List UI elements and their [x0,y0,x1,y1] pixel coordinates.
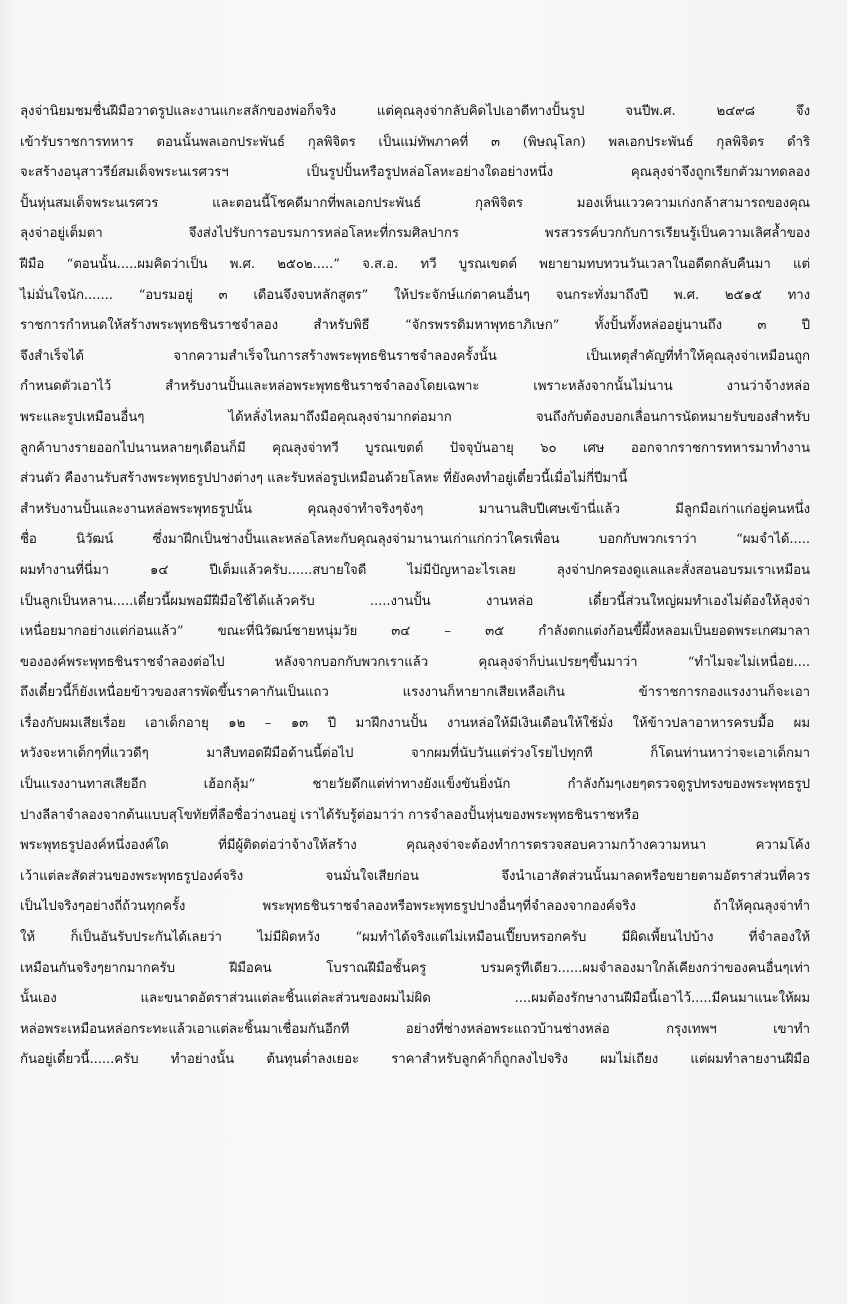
text-line: ส่วนตัว คืองานรับสร้างพระพุทธรูปปางต่างๆ และรับหล่อรูปเหมือนด้วยโลหะ ที่ยังคงทำอยู่เดี๋ยวนี้เมื่อไม่กี่ปีมานี้ [20,471,628,487]
text-line: จึงสำเร็จได้ จากความสำเร็จในการสร้างพระพุทธชินราชจำลองครั้งนั้น เป็นเหตุสำคัญที่ทำให้คุณลุงจ่าเหมือนถูก [20,348,810,364]
text-line: ราชการกำหนดให้สร้างพระพุทธชินราชจำลอง สำหรับพิธี “จักรพรรดิมหาพุทธาภิเษก” ทั้งปั้นทั้งหล่ออยู่นานถึง ๓ ปี [20,318,810,334]
body-text [20,97,810,1076]
text-line: ถึงเดี๋ยวนี้ก็ยังเหนื่อยข้าวของสารพัดขึ้นราคากันเป็นแถว แรงงานก็หายากเสียเหลือเกิน ข้าราชการกองแรงงานก็จะเอา [20,685,810,701]
text-line: ลุงจ่าอยู่เต็มตา จึงส่งไปรับการอบรมการหล่อโลหะที่กรมศิลปากร พรสวรรค์บวกกับการเรียนรู้เป็นความเลิศล้ำของ [20,226,810,242]
text-line: เว้าแต่ละสัดส่วนของพระพุทธรูปองค์จริง จนมั่นใจเสียก่อน จึงนำเอาสัดส่วนนั้นมาลดหรือขยายตามอัตราส่วนที่ควร [20,868,810,884]
text-line: นั้นเอง และขนาดอัตราส่วนแต่ละชิ้นแต่ละส่วนของผมไม่ผิด ....ผมต้องรักษางานฝีมือนี้เอาไว้.....มีคนมาแนะให้ผม [20,991,810,1007]
text-line: พระพุทธรูปองค์หนึ่งองค์ใด ที่มีผู้ติดต่อว่าจ้างให้สร้าง คุณลุงจ่าจะต้องทำการตรวจสอบความกว้างความหนา ความโค้ง [20,838,810,854]
text-line: ชื่อ นิวัฒน์ ซึ่งมาฝึกเป็นช่างปั้นและหล่อโลหะกับคุณลุงจ่ามานานเก่าแก่กว่าใครเพื่อน บอกกับพวกเราว่า “ผมจำได้..... [20,532,810,548]
text-line: ลูกค้าบางรายออกไปนานหลายๆเดือนก็มี คุณลุงจ่าทวี บูรณเขตต์ ปัจจุบันอายุ ๖๐ เศษ ออกจากราชการทหารมาทำงาน [20,440,810,456]
text-line: ผมทำงานที่นี่มา ๑๔ ปีเต็มแล้วครับ......สบายใจดี ไม่มีปัญหาอะไรเลย ลุงจ่าปกครองดูแลและสั่งสอนอบรมเราเหมือน [20,562,810,578]
text-line: เรื่องกับผมเสียเรื่อย เอาเด็กอายุ ๑๒ – ๑๓ ปี มาฝึกงานปั้น งานหล่อให้มีเงินเดือนให้ใช้มั่ง ให้ข้าวปลาอาหารครบมื้อ ผม [20,715,810,731]
text-line: ลุงจ่านิยมชมชื่นฝีมือวาดรูปและงานแกะสลักของพ่อก็จริง แต่คุณลุงจ่ากลับคิดไปเอาดีทางปั้นรูป จนปีพ.ศ. ๒๔๙๘ จึง [20,104,810,119]
text-line: พระและรูปเหมือนอื่นๆ ได้หลั่งไหลมาถึงมือคุณลุงจ่ามากต่อมาก จนถึงกับต้องบอกเลื่อนการนัดหมายรับของสำหรับ [20,409,810,425]
text-line: ให้ ก็เป็นอันรับประกันได้เลยว่า ไม่มีผิดหวัง “ผมทำได้จริงแต่ไม่เหมือนเปี๊ยบหรอกครับ มีผิดเพี้ยนไปบ้าง ที่จำลองให้ [20,930,810,946]
text-line: ฝีมือ “ตอนนั้น.....ผมคิดว่าเป็น พ.ศ. ๒๕๐๒.....” จ.ส.อ. ทวี บูรณเขตต์ พยายามทบทวนวันเวลาในอดีตกลับคืนมา แต่ [20,256,810,272]
text-line: เป็นไปจริงๆอย่างถี่ถ้วนทุกครั้ง พระพุทธชินราชจำลองหรือพระพุทธรูปปางอื่นๆที่จำลองจากองค์จริง ถ้าให้คุณลุงจ่าทำ [20,899,810,915]
text-line: เหนื่อยมากอย่างแต่ก่อนแล้ว” ขณะที่นิวัฒน์ชายหนุ่มวัย ๓๔ – ๓๕ กำลังตกแต่งก้อนขี้ผึ้งหลอมเป็นยอดพระเกศมาลา [20,624,810,640]
text-line: จะสร้างอนุสาวรีย์สมเด็จพระนเรศวรฯ เป็นรูปปั้นหรือรูปหล่อโลหะอย่างใดอย่างหนึ่ง คุณลุงจ่าจึงถูกเรียกตัวมาทดลอง [20,165,810,181]
text-line: ไม่มั่นใจนัก....... “อบรมอยู่ ๓ เดือนจึงจบหลักสูตร” ให้ประจักษ์แก่ตาคนอื่นๆ จนกระทั่งมาถึงปี พ.ศ. ๒๕๑๕ ทาง [20,287,810,303]
text-line: สำหรับงานปั้นและงานหล่อพระพุทธรูปนั้น คุณลุงจ่าทำจริงๆจังๆ มานานสิบปีเศษเข้านี่แล้ว มีลูกมือเก่าแก่อยู่คนหนึ่ง [20,501,810,517]
text-line: ปั้นหุ่นสมเด็จพระนเรศวร และตอนนี้โชคดีมากที่พลเอกประพันธ์ กุลพิจิตร มองเห็นแววความเก่งกล้าสามารถของคุณ [20,195,810,211]
text-line: เหมือนกันจริงๆยากมากครับ ฝีมือคน โบราณฝีมือชั้นครู บรมครูทีเดียว......ผมจำลองมาใกล้เคียงกว่าของคนอื่นๆเท่า [20,960,810,976]
text-line: กันอยู่เดี๋ยวนี้......ครับ ทำอย่างนั้น ต้นทุนต่ำลงเยอะ ราคาสำหรับลูกค้าก็ถูกลงไปจริง ผมไม่เถียง แต่ผมทำลายงานฝีมือ [20,1052,810,1068]
text-line: หล่อพระเหมือนหล่อกระทะแล้วเอาแต่ละชิ้นมาเชื่อมกันอีกที อย่างที่ช่างหล่อพระแถวบ้านช่างหล่อ กรุงเทพฯ เขาทำ [20,1021,810,1037]
text-line: กำหนดตัวเอาไว้ สำหรับงานปั้นและหล่อพระพุทธชินราชจำลองโดยเฉพาะ เพราะหลังจากนั้นไม่นาน งานว่าจ้างหล่อ [20,379,810,395]
text-line: ปางลีลาจำลองจากต้นแบบสุโขทัยที่ลือชื่อว่างนอยู่ เราได้รับรู้ต่อมาว่า การจำลองปั้นหุ่นของพระพุทธชินราชหรือ [20,807,640,823]
text-line: หวังจะหาเด็กๆที่แววดีๆ มาสืบทอดฝีมือด้านนี้ต่อไป จากผมที่นับวันแต่ร่วงโรยไปทุกที ก็โดนท่านหาว่าจะเอาเด็กมา [20,746,810,762]
text-line: เป็นแรงงานทาสเสียอีก เฮ้อกลุ้ม” ชายวัยดึกแต่ท่าทางยังแข็งขันยิ่งนัก กำลังก้มๆเงยๆตรวจดูรูปทรงของพระพุทธรูป [20,777,810,793]
text-line: เป็นลูกเป็นหลาน.....เดี๋ยวนี้ผมพอมีฝีมือใช้ได้แล้วครับ .....งานปั้น งานหล่อ เดี๋ยวนี้ส่วนใหญ่ผมทำเองไม่ต้องให้ลุงจ่า [20,593,810,609]
text-line: ขององค์พระพุทธชินราชจำลองต่อไป หลังจากบอกกับพวกเราแล้ว คุณลุงจ่าก็บ่นเปรยๆขึ้นมาว่า “ทำไมจะไม่เหนื่อย.... [20,654,810,670]
text-line: เข้ารับราชการทหาร ตอนนั้นพลเอกประพันธ์ กุลพิจิตร เป็นแม่ทัพภาคที่ ๓ (พิษณุโลก) พลเอกประพันธ์ กุลพิจิตร ดำริ [20,134,810,150]
